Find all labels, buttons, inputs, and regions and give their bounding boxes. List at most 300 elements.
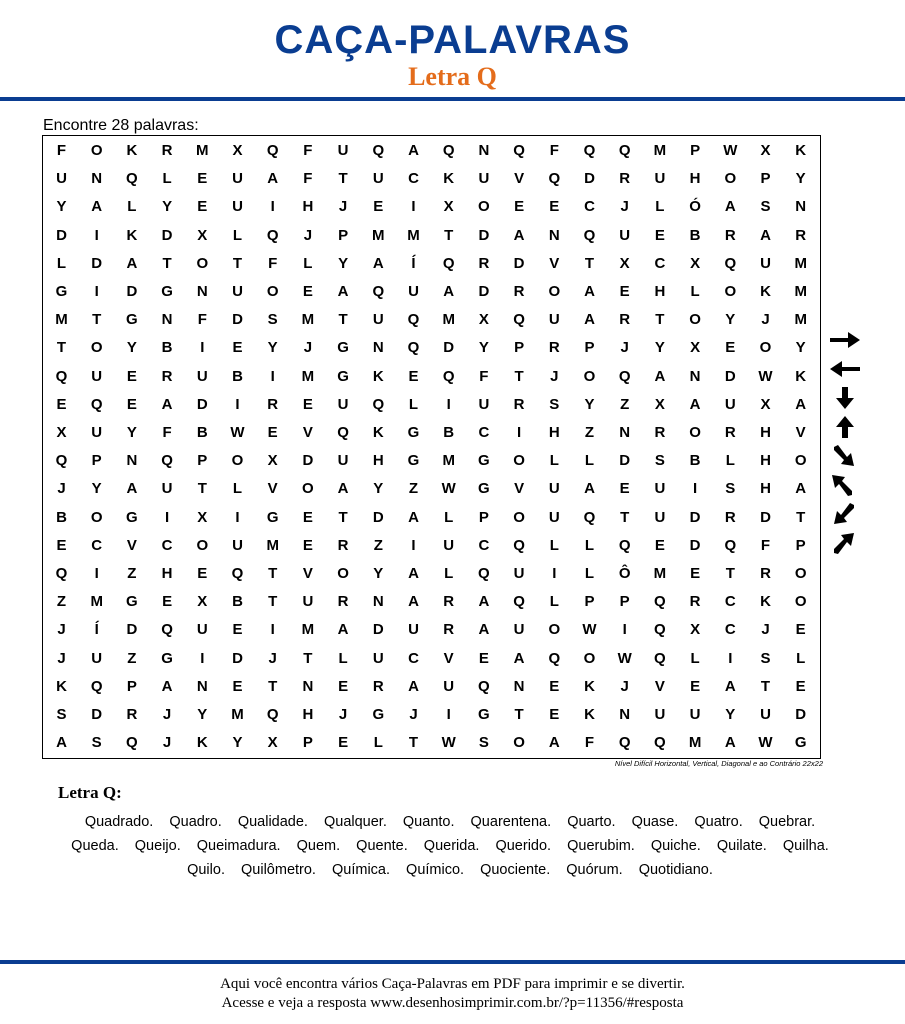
footer-line-2: Acesse e veja a resposta www.desenhosimprimir.com.br/?p=11356/#resposta (221, 995, 684, 1011)
grid-cell: P (478, 508, 489, 526)
grid-cell: M (301, 367, 315, 385)
grid-cell: A (724, 677, 736, 695)
grid-cell: T (232, 254, 243, 272)
grid-cell: K (56, 677, 67, 695)
grid-cell: R (161, 142, 173, 159)
grid-cell: S (91, 734, 102, 752)
grid-cell: A (478, 621, 490, 639)
grid-cell: Q (126, 170, 138, 188)
grid-cell: Q (442, 142, 455, 159)
grid-cell: Q (513, 311, 525, 329)
grid-cell: Y (338, 254, 349, 272)
grid-cell: E (408, 367, 419, 385)
word-list-item: Quociente. (480, 862, 551, 878)
arrow-down-icon (828, 386, 862, 410)
grid-cell: Q (161, 621, 173, 639)
grid-cell: Y (654, 339, 665, 357)
grid-cell: E (619, 480, 630, 498)
grid-cell: B (443, 424, 455, 441)
grid-cell: F (197, 311, 207, 329)
grid-cell: D (302, 452, 314, 470)
grid-cell: B (196, 424, 208, 441)
grid-cell: J (550, 367, 559, 385)
grid-cell: N (302, 677, 314, 695)
grid-cell: V (795, 424, 806, 441)
grid-cell: M (653, 565, 667, 582)
grid-cell: T (408, 734, 419, 752)
grid-cell: A (795, 480, 807, 498)
grid-cell: K (126, 226, 138, 244)
grid-cell: V (514, 480, 525, 498)
grid-cell: J (57, 649, 66, 667)
grid-cell: G (478, 480, 490, 498)
grid-cell: P (584, 593, 595, 611)
grid-cell: V (654, 677, 665, 695)
word-list-item: Qualquer. (323, 814, 387, 830)
grid-cell: Q (442, 254, 455, 272)
grid-cell: A (724, 198, 736, 216)
grid-cell: B (56, 508, 67, 526)
grid-cell: D (584, 170, 595, 188)
grid-cell: H (302, 198, 314, 216)
grid-cell: M (266, 536, 279, 554)
grid-cell: C (724, 593, 736, 611)
grid-cell: N (619, 706, 631, 723)
grid-cell: I (411, 198, 416, 216)
grid-cell: U (337, 142, 349, 159)
grid-cell: H (302, 706, 314, 723)
grid-cell: Q (583, 142, 596, 159)
grid-cell: Q (55, 565, 68, 582)
grid-cell: H (760, 424, 771, 441)
grid-cell: L (232, 226, 243, 244)
grid-cell: T (338, 311, 348, 329)
grid-cell: F (162, 424, 172, 441)
grid-cell: O (196, 536, 209, 554)
grid-cell: L (338, 649, 348, 667)
grid-cell: R (513, 395, 525, 413)
grid-cell: D (689, 536, 701, 554)
word-list-item: Querubim. (567, 838, 635, 854)
word-list-item: Queijo. (134, 838, 181, 854)
grid-cell: E (549, 706, 560, 723)
grid-cell: E (619, 283, 630, 300)
grid-cell: G (407, 424, 420, 441)
grid-cell: X (232, 142, 243, 159)
grid-cell: U (654, 706, 666, 723)
puzzle-instruction: Encontre 28 palavras: (43, 117, 199, 134)
grid-cell: Í (411, 254, 416, 272)
grid-cell: I (94, 283, 99, 300)
grid-cell: E (302, 508, 313, 526)
grid-cell: R (619, 170, 631, 188)
bottom-divider (0, 960, 905, 964)
grid-cell: A (443, 283, 455, 300)
grid-cell: L (690, 283, 700, 300)
grid-cell: D (372, 508, 384, 526)
grid-cell: I (235, 508, 240, 526)
grid-cell: B (689, 226, 701, 244)
grid-cell: O (689, 311, 701, 329)
grid-cell: R (619, 311, 631, 329)
grid-cell: I (693, 480, 698, 498)
grid-cell: B (689, 452, 701, 470)
grid-cell: L (373, 734, 383, 752)
grid-cell: Z (373, 536, 383, 554)
grid-cell: X (267, 452, 278, 470)
grid-cell: C (408, 170, 419, 188)
grid-cell: N (372, 593, 384, 611)
grid-cell: A (126, 480, 138, 498)
grid-cell: P (795, 536, 806, 554)
grid-cell: P (760, 170, 771, 188)
grid-cell: Q (231, 565, 244, 582)
grid-cell: Y (267, 339, 278, 357)
grid-cell: E (654, 536, 665, 554)
grid-cell: X (760, 395, 771, 413)
grid-cell: O (794, 565, 807, 582)
grid-cell: L (584, 452, 595, 470)
grid-cell: N (196, 283, 208, 300)
grid-cell: Í (94, 621, 99, 639)
grid-cell: E (197, 565, 208, 582)
grid-cell: L (162, 170, 172, 188)
grid-cell: U (91, 424, 103, 441)
grid-cell: A (654, 367, 666, 385)
grid-cell: H (372, 452, 384, 470)
grid-cell: A (478, 593, 490, 611)
grid-cell: O (759, 339, 772, 357)
grid-cell: Y (795, 170, 806, 188)
grid-cell: I (728, 649, 733, 667)
grid-cell: Y (373, 565, 384, 582)
grid-cell: G (161, 283, 173, 300)
grid-cell: M (372, 226, 385, 244)
word-list-item: Quilha. (782, 838, 829, 854)
grid-cell: M (55, 311, 68, 329)
word-list-item: Quiche. (650, 838, 701, 854)
grid-cell: C (408, 649, 419, 667)
word-list-item: Quarto. (567, 814, 616, 830)
grid-cell: Z (127, 649, 137, 667)
grid-cell: Y (197, 706, 208, 723)
grid-cell: U (724, 395, 736, 413)
grid-cell: Q (654, 734, 666, 752)
grid-cell: E (795, 621, 806, 639)
grid-cell: Q (654, 649, 666, 667)
grid-cell: C (161, 536, 173, 554)
grid-cell: W (758, 734, 773, 752)
grid-cell: N (126, 452, 138, 470)
grid-cell: Q (513, 536, 525, 554)
grid-cell: U (372, 311, 384, 329)
grid-cell: I (446, 395, 451, 413)
word-list-item: Querido. (495, 838, 552, 854)
grid-cell: Q (724, 254, 737, 272)
direction-legend (826, 328, 866, 558)
grid-cell: A (337, 283, 349, 300)
grid-cell: X (690, 254, 701, 272)
grid-cell: S (267, 311, 278, 329)
grid-cell: X (690, 339, 701, 357)
grid-cell: O (90, 508, 103, 526)
grid-cell: T (760, 677, 771, 695)
grid-cell: O (548, 621, 561, 639)
grid-cell: Q (478, 677, 490, 695)
grid-cell: I (235, 395, 240, 413)
grid-cell: Y (126, 339, 137, 357)
grid-cell: G (794, 734, 807, 752)
grid-cell: J (268, 649, 277, 667)
grid-cell: U (91, 367, 103, 385)
grid-cell: F (303, 170, 313, 188)
word-search-grid (42, 135, 821, 759)
grid-cell: U (337, 395, 349, 413)
grid-cell: B (161, 339, 173, 357)
grid-cell: O (548, 283, 561, 300)
word-list-item: Quilo. (187, 862, 225, 878)
grid-cell: Q (618, 536, 631, 554)
grid-cell: Q (583, 508, 596, 526)
word-list-item: Quente. (356, 838, 408, 854)
grid-cell: Q (618, 142, 631, 159)
grid-cell: K (196, 734, 208, 752)
grid-cell: O (513, 734, 525, 752)
grid-cell: I (165, 508, 170, 526)
grid-cell: Q (372, 283, 385, 300)
grid-cell: J (620, 677, 629, 695)
grid-cell: M (442, 452, 455, 470)
grid-cell: M (90, 593, 103, 611)
grid-cell: X (760, 142, 771, 159)
arrow-up-left-icon (828, 473, 862, 497)
grid-cell: R (513, 283, 525, 300)
grid-cell: I (94, 565, 99, 582)
word-list-item: Química. (332, 862, 391, 878)
grid-cell: U (513, 565, 525, 582)
grid-cell: U (760, 254, 771, 272)
grid-cell: Q (55, 367, 68, 385)
grid-cell: L (549, 593, 559, 611)
grid-cell: V (514, 170, 525, 188)
grid-cell: Q (618, 367, 631, 385)
grid-cell: Y (232, 734, 243, 752)
grid-cell: C (584, 198, 595, 216)
grid-cell: Q (55, 452, 68, 470)
grid-cell: P (91, 452, 102, 470)
grid-cell: U (56, 170, 67, 188)
grid-cell: E (56, 395, 67, 413)
grid-cell: E (232, 621, 243, 639)
grid-cell: O (478, 198, 490, 216)
grid-cell: I (446, 706, 451, 723)
grid-cell: M (301, 621, 315, 639)
grid-cell: V (549, 254, 560, 272)
grid-cell: A (584, 480, 595, 498)
grid-cell: V (302, 424, 313, 441)
grid-cell: E (690, 677, 701, 695)
grid-cell: I (200, 339, 205, 357)
grid-cell: X (197, 508, 208, 526)
grid-cell: D (443, 339, 455, 357)
grid-cell: J (761, 311, 770, 329)
grid-cell: T (620, 508, 630, 526)
grid-cell: A (584, 311, 595, 329)
grid-cell: U (302, 593, 314, 611)
grid-cell: A (126, 254, 138, 272)
grid-cell: V (302, 565, 313, 582)
grid-cell: M (653, 142, 667, 159)
grid-cell: T (268, 593, 278, 611)
footer (0, 975, 905, 1013)
grid-cell: D (478, 283, 490, 300)
grid-cell: N (196, 677, 208, 695)
grid-cell: Z (127, 565, 137, 582)
grid-cell: L (303, 254, 313, 272)
grid-cell: W (617, 649, 632, 667)
grid-cell: R (760, 565, 771, 582)
grid-cell: R (724, 424, 736, 441)
grid-cell: J (162, 734, 172, 752)
grid-cell: A (372, 254, 384, 272)
grid-cell: Q (548, 649, 561, 667)
word-list-item: Quatro. (694, 814, 743, 830)
grid-cell: L (408, 395, 419, 413)
grid-cell: C (478, 536, 490, 554)
grid-cell: F (584, 734, 595, 752)
grid-cell: H (760, 480, 771, 498)
grid-cell: G (478, 706, 490, 723)
grid-cell: D (689, 508, 701, 526)
grid-cell: G (337, 339, 349, 357)
grid-cell: P (338, 226, 349, 244)
word-list (55, 810, 845, 882)
grid-cell: U (513, 621, 525, 639)
grid-cell: A (408, 565, 419, 582)
arrow-down-left-icon (828, 502, 862, 526)
word-list-item: Quarentena. (470, 814, 552, 830)
grid-cell: D (91, 254, 103, 272)
grid-cell: H (654, 283, 666, 300)
grid-cell: R (724, 508, 736, 526)
grid-cell: R (548, 339, 560, 357)
grid-cell: H (760, 452, 771, 470)
grid-cell: O (266, 283, 279, 300)
grid-cell: S (760, 649, 771, 667)
grid-cell: T (444, 226, 454, 244)
grid-cell: T (268, 565, 278, 582)
grid-cell: Z (56, 593, 67, 611)
grid-cell: M (688, 734, 702, 752)
grid-cell: A (513, 226, 525, 244)
word-list-title: Letra Q: (58, 783, 122, 802)
grid-cell: Q (266, 226, 279, 244)
grid-cell: X (478, 311, 489, 329)
word-list-item: Quilômetro. (241, 862, 316, 878)
grid-cell: M (794, 311, 807, 329)
grid-cell: U (91, 649, 103, 667)
word-list-item: Quebrar. (758, 814, 816, 830)
grid-cell: G (126, 593, 138, 611)
grid-cell: X (56, 424, 67, 441)
grid-cell: Q (513, 593, 525, 611)
grid-cell: Q (266, 706, 279, 723)
grid-cell: T (162, 254, 172, 272)
grid-cell: M (794, 283, 807, 300)
grid-cell: E (514, 198, 525, 216)
grid-cell: A (161, 677, 173, 695)
grid-cell: D (724, 367, 736, 385)
grid-cell: T (725, 565, 735, 582)
grid-cell: X (654, 395, 665, 413)
grid-cell: U (548, 508, 560, 526)
grid-cell: S (654, 452, 665, 470)
grid-cell: J (338, 198, 348, 216)
grid-cell: E (232, 339, 243, 357)
grid-cell: I (270, 198, 275, 216)
grid-cell: A (408, 508, 419, 526)
grid-cell: O (689, 424, 701, 441)
grid-cell: I (200, 649, 205, 667)
grid-cell: P (197, 452, 208, 470)
grid-cell: S (725, 480, 736, 498)
grid-cell: O (196, 254, 209, 272)
grid-cell: Q (478, 565, 490, 582)
grid-cell: Q (90, 677, 103, 695)
grid-cell: N (795, 198, 807, 216)
grid-cell: Q (90, 395, 103, 413)
grid-cell: J (620, 339, 629, 357)
grid-cell: E (126, 395, 137, 413)
grid-cell: D (760, 508, 771, 526)
grid-cell: U (548, 480, 560, 498)
grid-cell: R (372, 677, 384, 695)
grid-cell: R (126, 706, 138, 723)
grid-cell: T (338, 170, 348, 188)
grid-cell: C (91, 536, 103, 554)
grid-cell: U (548, 311, 560, 329)
difficulty-note: Nível Difícil Horizontal, Vertical, Diagonal e ao Contrário 22x22 (614, 759, 823, 768)
grid-cell: T (92, 311, 102, 329)
grid-cell: N (548, 226, 560, 244)
grid-cell: A (267, 170, 279, 188)
grid-cell: Q (724, 536, 737, 554)
grid-cell: W (441, 480, 456, 498)
grid-cell: K (372, 367, 384, 385)
grid-cell: L (444, 565, 454, 582)
grid-cell: T (268, 677, 278, 695)
grid-cell: X (619, 254, 630, 272)
grid-cell: I (517, 424, 522, 441)
grid-cell: L (796, 649, 806, 667)
grid-cell: O (231, 452, 244, 470)
grid-cell: E (654, 226, 665, 244)
grid-cell: L (444, 508, 454, 526)
grid-cell: F (549, 142, 559, 159)
grid-cell: E (690, 565, 701, 582)
grid-cell: X (443, 198, 454, 216)
grid-cell: A (91, 198, 103, 216)
grid-cell: U (232, 536, 243, 554)
page-subtitle: Letra Q (408, 62, 497, 91)
grid-cell: Q (442, 367, 455, 385)
grid-cell: Y (725, 311, 736, 329)
grid-cell: J (303, 339, 313, 357)
grid-cell: D (478, 226, 490, 244)
grid-cell: F (268, 254, 278, 272)
grid-cell: D (196, 395, 208, 413)
grid-cell: R (267, 395, 279, 413)
